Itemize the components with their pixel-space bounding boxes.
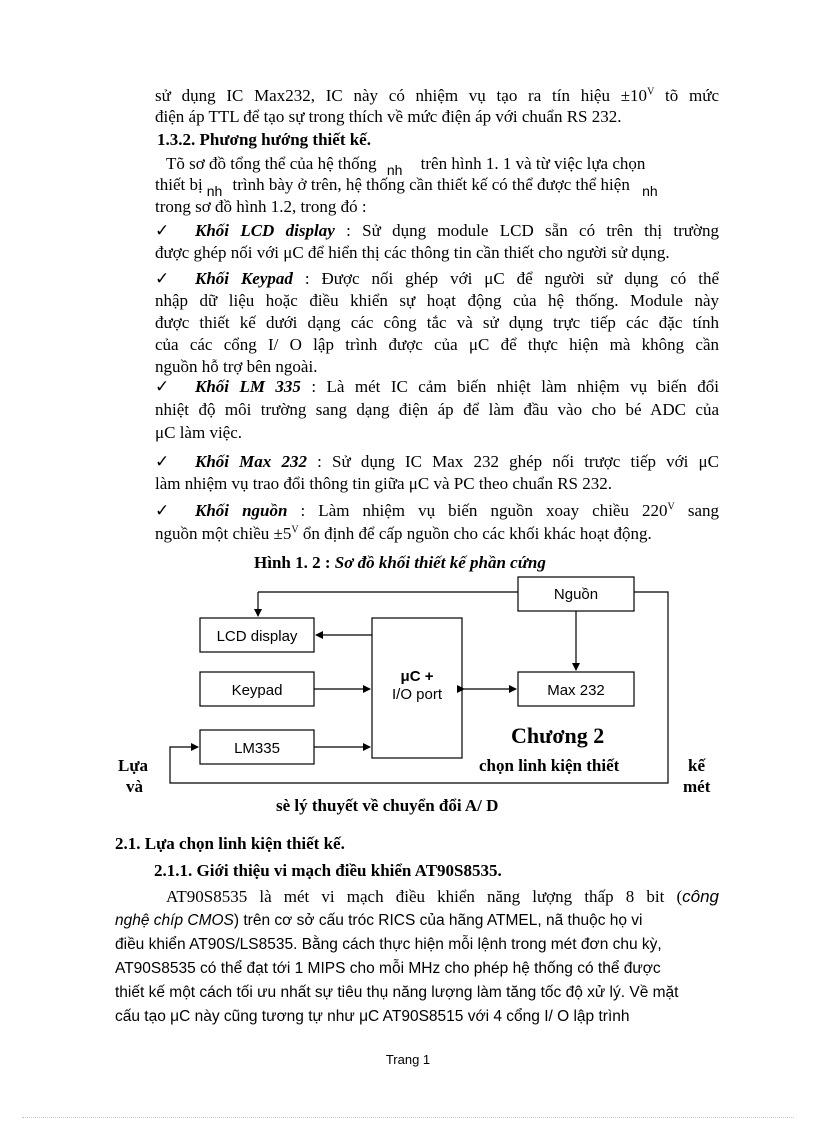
subsection-heading: 2.1.1. Giới thiệu vi mạch điều khiển AT90S8535. xyxy=(154,861,502,880)
check-icon: ✓ xyxy=(155,269,170,288)
stray-fragment: nh xyxy=(386,162,403,178)
paragraph-line: nghệ chíp CMOS) trên cơ sở cấu tróc RICS của hãng ATMEL, nã thuộc họ vi xyxy=(115,912,643,929)
chapter-subtitle: chọn linh kiện thiết xyxy=(479,756,620,775)
paragraph-line: μC làm việc. xyxy=(155,423,243,442)
margin-word: và xyxy=(126,777,143,796)
paragraph-line: nguồn một chiều $\pm 5^V$ ổn định để cấp nguồn cho các khối khác hoạt động. xyxy=(155,524,652,543)
lcd-label: LCD display xyxy=(216,628,298,645)
section-heading: 2.1. Lựa chọn linh kiện thiết kế. xyxy=(115,834,345,853)
figure-caption: Hình 1. 2 : Sơ đồ khối thiết kế phần cứng xyxy=(254,553,546,572)
check-icon: ✓ xyxy=(155,452,170,471)
list-item-lm335: ✓ Khối LM 335 : Là mét IC cảm biến nhiệt làm nhiệm vụ biến đổi xyxy=(155,377,719,396)
paragraph-line: làm nhiệm vụ trao đổi thông tin giữa μC và PC theo chuẩn RS 232. xyxy=(155,474,612,493)
stray-fragment: nh xyxy=(206,183,223,199)
stray-fragment: nh xyxy=(642,183,658,199)
keypad-label: Keypad xyxy=(231,682,283,699)
mc-label-2: I/O port xyxy=(391,686,443,703)
paragraph-line: thiết kế một cách tối ưu nhất sự tiêu thụ năng lượng làm tăng tốc độ xử lý. Về mặt xyxy=(115,984,679,1001)
lm335-label: LM335 xyxy=(234,740,280,757)
mc-label-1: μC + xyxy=(400,668,434,685)
nguon-label: Nguồn xyxy=(553,586,599,603)
max232-label: Max 232 xyxy=(547,682,605,699)
paragraph-line: AT90S8535 là mét vi mạch điều khiển năng lượng thấp 8 bit (công xyxy=(166,887,719,906)
paragraph-line: cấu tạo μC này cũng tương tự như μC AT90S8515 với 4 cổng I/ O lập trình xyxy=(115,1008,630,1025)
list-item-lcd: ✓ Khối LCD display : Sử dụng module LCD sẵn có trên thị trường xyxy=(155,221,719,240)
paragraph-line: AT90S8535 có thể đạt tới 1 MIPS cho mỗi MHz cho phép hệ thống có thể được xyxy=(115,960,661,977)
paragraph-line: của các cổng I/ O lập trình được của μC để thực hiện mà không cần xyxy=(155,335,719,354)
check-icon: ✓ xyxy=(155,221,170,240)
paragraph-line: nguồn hỗ trợ bên ngoài. xyxy=(155,357,318,376)
list-item-keypad: ✓ Khối Keypad : Được nối ghép với μC để người sử dụng có thể xyxy=(155,269,719,288)
footer-rule xyxy=(22,1117,794,1118)
paragraph-line: Tõ sơ đồ tổng thể của hệ thống $_{nh}$ trên hình 1. 1 và từ việc lựa chọn xyxy=(166,154,646,178)
chapter-subtitle-2: sè lý thuyết về chuyển đổi A/ D xyxy=(276,796,499,815)
list-item-max232: ✓ Khối Max 232 : Sử dụng IC Max 232 ghép nối trược tiếp với μC xyxy=(155,452,719,471)
list-item-nguon: ✓ Khối nguồn : Làm nhiệm vụ biến nguồn xoay chiều $220^V$ sang xyxy=(155,501,719,520)
margin-word: mét xyxy=(683,777,711,796)
paragraph-line: sử dụng IC Max232, IC này có nhiệm vụ tạo ra tín hiệu $\pm 10^V$ tõ mức xyxy=(155,86,719,105)
paragraph-line: điện áp TTL để tạo sự trong thích về mức điện áp với chuẩn RS 232. xyxy=(155,107,622,126)
chapter-title: Chương 2 xyxy=(511,723,605,748)
paragraph-line: được thiết kế dưới dạng các công tắc và sử dụng trực tiếp các đặc tính xyxy=(155,313,719,332)
margin-word: Lựa xyxy=(118,756,149,775)
paragraph-line: trong sơ đồ hình 1.2, trong đó : xyxy=(155,197,367,216)
paragraph-line: nhập dữ liệu hoặc điều khiển sự hoạt động của hệ thống. Module này xyxy=(155,291,719,310)
check-icon: ✓ xyxy=(155,501,170,520)
check-icon: ✓ xyxy=(155,377,170,396)
paragraph-line: thiết bị $_{nh}$ trình bày ở trên, hệ thống cần thiết kế có thể được thể hiện $_{nh}$ xyxy=(155,175,658,199)
margin-word: kế xyxy=(688,756,705,775)
page-number: Trang 1 xyxy=(385,1052,431,1067)
paragraph-line: nhiệt độ môi trường sang dạng điện áp để làm đầu vào cho bé ADC của xyxy=(155,400,719,419)
section-heading: 1.3.2. Phương hướng thiết kế. xyxy=(157,130,371,149)
paragraph-line: điều khiển AT90S/LS8535. Bằng cách thực hiện mỗi lệnh trong mét đơn chu kỳ, xyxy=(115,936,662,953)
paragraph-line: được ghép nối với μC để hiển thị các thông tin cần thiết cho người sử dụng. xyxy=(155,243,670,262)
